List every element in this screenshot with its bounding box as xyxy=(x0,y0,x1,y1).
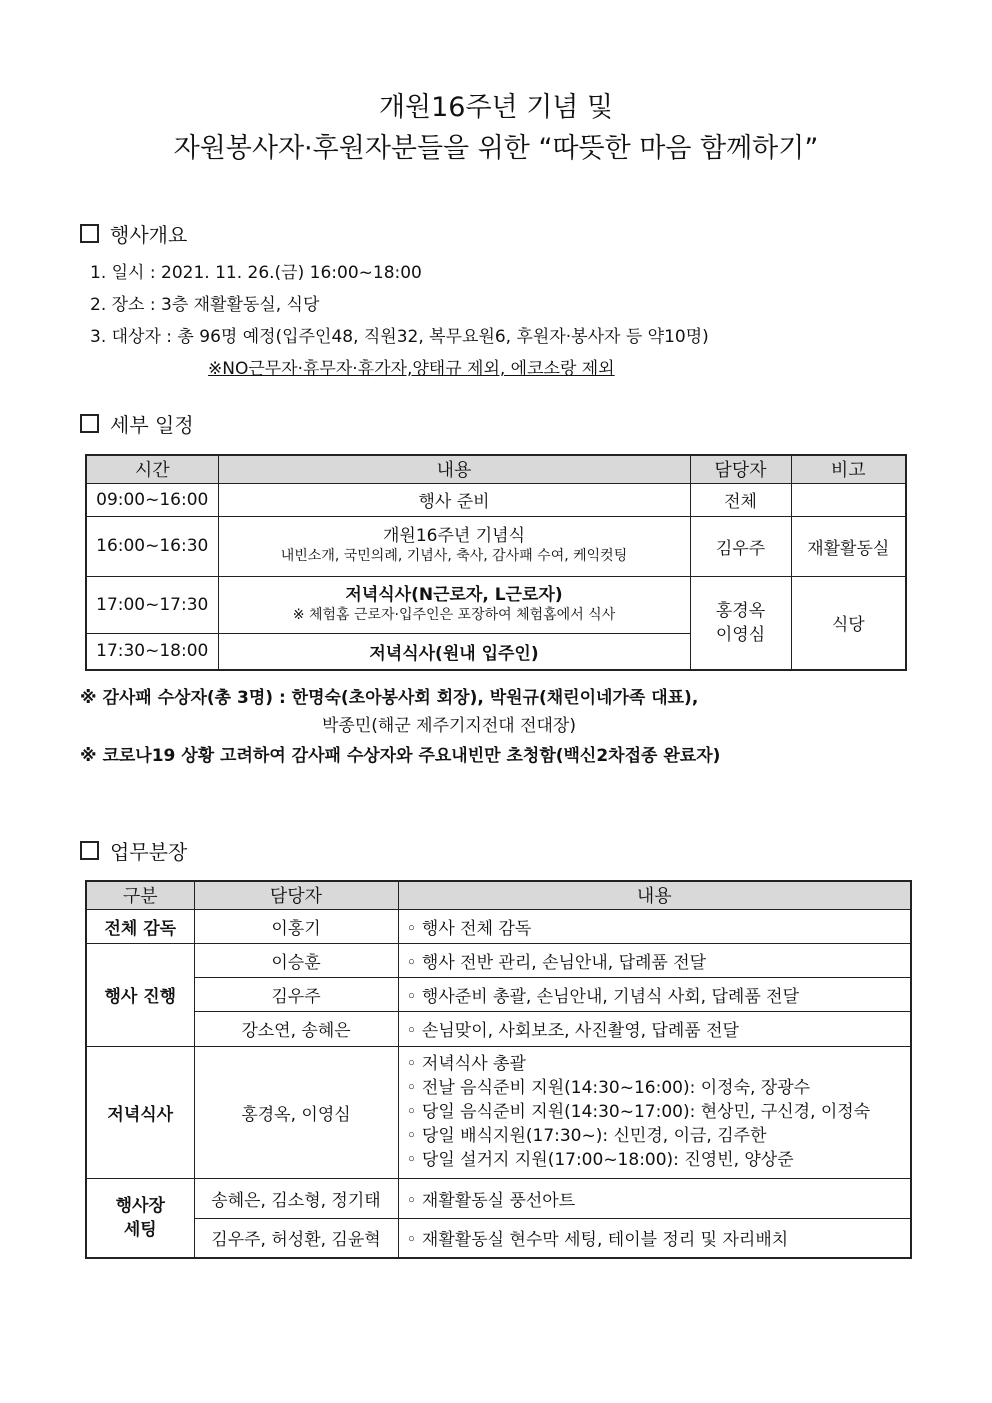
duties-row xyxy=(86,977,911,1011)
section-overview xyxy=(80,222,187,248)
schedule-time: 16:00~16:30 xyxy=(86,516,218,576)
duties-person: 홍경옥, 이영심 xyxy=(194,1046,398,1178)
duties-category: 행사 진행 xyxy=(86,943,194,1046)
duties-task: ◦ 행사준비 총괄, 손님안내, 기념식 사회, 답례품 전달 xyxy=(398,977,911,1011)
schedule-note: 식당 xyxy=(791,576,906,670)
schedule-row xyxy=(86,483,906,516)
section-duties-heading: 업무분장 xyxy=(110,840,188,864)
duties-category: 저녁식사 xyxy=(86,1046,194,1178)
duties-person: 송혜은, 김소형, 정기태 xyxy=(194,1178,398,1218)
schedule-time: 17:30~18:00 xyxy=(86,633,218,670)
duties-row xyxy=(86,1011,911,1046)
schedule-table xyxy=(85,454,907,671)
duties-task: ◦ 저녁식사 총괄 xyxy=(406,1054,526,1074)
schedule-note xyxy=(791,483,906,516)
duties-task: ◦ 전날 음식준비 지원(14:30~16:00): 이정숙, 장광수 xyxy=(406,1078,811,1098)
duties-task: ◦ 행사 전반 관리, 손님안내, 답례품 전달 xyxy=(398,943,911,977)
schedule-content-sub: ※ 체험홈 근로자·입주인은 포장하여 체험홈에서 식사 xyxy=(292,606,616,623)
section-schedule-heading: 세부 일정 xyxy=(110,413,194,437)
checkbox-square-icon xyxy=(80,841,99,860)
duties-person: 김우주, 허성환, 김윤혁 xyxy=(194,1218,398,1258)
duties-task: ◦ 행사 전체 감독 xyxy=(398,909,911,943)
duties-person: 이승훈 xyxy=(194,943,398,977)
schedule-content-sub: 내빈소개, 국민의례, 기념사, 축사, 감사패 수여, 케익컷팅 xyxy=(280,548,628,564)
overview-target: 3. 대상자 : 총 96명 예정(입주인48, 직원32, 복무요원6, 후원자·봉사자 등 약10명) xyxy=(90,327,709,347)
duties-task: ◦ 당일 배식지원(17:30~): 신민경, 이금, 김주한 xyxy=(406,1126,767,1146)
duties-row xyxy=(86,1218,911,1258)
schedule-content: 저녁식사(N근로자, L근로자) xyxy=(345,584,563,605)
schedule-header-time: 시간 xyxy=(86,455,218,483)
schedule-row xyxy=(86,576,906,633)
schedule-row xyxy=(86,516,906,576)
duties-person: 이홍기 xyxy=(194,909,398,943)
duties-category: 세팅 xyxy=(123,1219,157,1240)
section-schedule xyxy=(80,412,194,438)
section-duties xyxy=(80,839,187,865)
duties-task: ◦ 당일 설거지 지원(17:00~18:00): 진영빈, 양상준 xyxy=(406,1150,794,1170)
duties-category-cell xyxy=(86,1178,194,1258)
awards-line2: 박종민(해군 제주기지전대 전대장) xyxy=(322,716,576,736)
duties-header-category: 구분 xyxy=(86,881,194,909)
duties-person: 강소연, 송혜은 xyxy=(194,1011,398,1046)
schedule-header-content: 내용 xyxy=(218,455,690,483)
schedule-person: 전체 xyxy=(690,483,791,516)
schedule-header-row xyxy=(86,455,906,483)
duties-row xyxy=(86,943,911,977)
duties-row xyxy=(86,1178,911,1218)
duties-task-list xyxy=(398,1046,911,1178)
awards-line1: ※ 감사패 수상자(총 3명) : 한명숙(초아봉사회 회장), 박원규(채린이네가족 대표), xyxy=(80,688,699,708)
schedule-content: 저녁식사(원내 입주인) xyxy=(218,633,690,670)
overview-place: 2. 장소 : 3층 재활활동실, 식당 xyxy=(90,295,320,315)
duties-row xyxy=(86,909,911,943)
schedule-time: 17:00~17:30 xyxy=(86,576,218,633)
document-title-line2: 자원봉사자·후원자분들을 위한 “따뜻한 마음 함께하기” xyxy=(173,133,819,164)
schedule-content-cell xyxy=(218,516,690,576)
schedule-content-cell xyxy=(218,576,690,633)
duties-category: 행사장 xyxy=(115,1195,165,1216)
duties-header-person: 담당자 xyxy=(194,881,398,909)
duties-task: ◦ 재활활동실 풍선아트 xyxy=(398,1178,911,1218)
checkbox-square-icon xyxy=(80,414,99,433)
overview-note: ※NO근무자·휴무자·휴가자,양태규 제외, 에코소랑 제외 xyxy=(208,359,615,379)
schedule-person-cell xyxy=(690,576,791,670)
section-overview-heading: 행사개요 xyxy=(110,223,188,247)
schedule-content: 개원16주년 기념식 xyxy=(383,526,525,546)
covid-note: ※ 코로나19 상황 고려하여 감사패 수상자와 주요내빈만 초청함(백신2차접종 완료자) xyxy=(80,746,721,766)
overview-date: 1. 일시 : 2021. 11. 26.(금) 16:00~18:00 xyxy=(90,263,422,283)
schedule-time: 09:00~16:00 xyxy=(86,483,218,516)
duties-category: 전체 감독 xyxy=(86,909,194,943)
duties-task: ◦ 손님맞이, 사회보조, 사진촬영, 답례품 전달 xyxy=(398,1011,911,1046)
duties-header-row xyxy=(86,881,911,909)
document-title-line1: 개원16주년 기념 및 xyxy=(378,92,614,123)
schedule-header-person: 담당자 xyxy=(690,455,791,483)
schedule-person: 김우주 xyxy=(690,516,791,576)
checkbox-square-icon xyxy=(80,224,99,243)
schedule-person: 이영심 xyxy=(715,624,766,645)
duties-task: ◦ 재활활동실 현수막 세팅, 테이블 정리 및 자리배치 xyxy=(398,1218,911,1258)
schedule-header-note: 비고 xyxy=(791,455,906,483)
duties-header-content: 내용 xyxy=(398,881,911,909)
schedule-person: 홍경옥 xyxy=(715,600,766,621)
duties-row xyxy=(86,1046,911,1178)
duties-task: ◦ 당일 음식준비 지원(14:30~17:00): 현상민, 구신경, 이정숙 xyxy=(406,1102,871,1122)
schedule-content: 행사 준비 xyxy=(218,483,690,516)
duties-table xyxy=(85,880,912,1259)
duties-person: 김우주 xyxy=(194,977,398,1011)
schedule-note: 재활활동실 xyxy=(791,516,906,576)
